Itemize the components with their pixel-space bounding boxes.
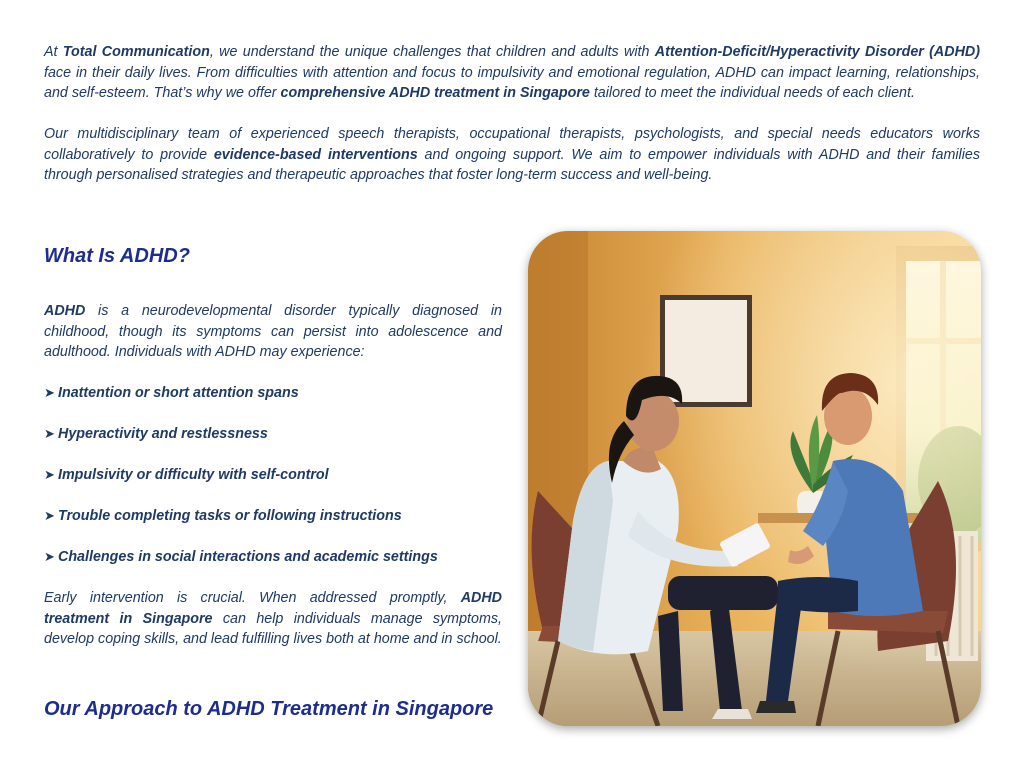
arrow-bullet-icon: ➤ [44, 385, 55, 400]
arrow-bullet-icon: ➤ [44, 467, 55, 482]
bold-text-run: ADHD treatment in Singapore [44, 590, 502, 627]
arrow-bullet-icon: ➤ [44, 426, 55, 441]
bold-text-run: Total Communication [62, 44, 210, 60]
section-heading-our-approach: Our Approach to ADHD Treatment in Singapore [44, 698, 494, 720]
symptom-bullet-text: Inattention or short attention spans [58, 385, 299, 401]
arrow-bullet-icon: ➤ [44, 549, 55, 564]
text-run: tailored to meet the individual needs of each client. [589, 85, 915, 101]
symptom-bullet [44, 424, 502, 445]
arrow-bullet-icon: ➤ [44, 508, 55, 523]
text-run: Our multidisciplinary team of experienced speech therapists, occupational therapists, psychologists, and special needs educators works collaboratively to provide [44, 126, 980, 163]
text-run: Early intervention is crucial. When addressed promptly, [44, 590, 461, 606]
text-run: and ongoing support. We aim to empower individuals with ADHD and their families through personalised strategies and therapeutic approaches that foster long-term success and well-being. [44, 146, 980, 183]
text-run: is a neurodevelopmental disorder typically diagnosed in childhood, though its symptoms can persist into adolescence and adulthood. Individuals with ADHD may experience: [44, 303, 502, 360]
symptom-bullet-text: Hyperactivity and restlessness [58, 426, 268, 442]
intro-paragraph-1 [44, 42, 980, 104]
section-heading-what-is-adhd: What Is ADHD? [44, 245, 190, 267]
symptom-bullet [44, 506, 502, 527]
symptom-bullet [44, 383, 502, 404]
early-intervention-paragraph [44, 588, 502, 650]
symptom-bullet-text: Impulsivity or difficulty with self-control [58, 467, 329, 483]
text-run: face in their daily lives. From difficulties with attention and focus to impulsivity and emotional regulation, ADHD can impact learning, relationships, and self-esteem. That’s why we offer [44, 64, 980, 101]
symptom-bullet [44, 465, 502, 486]
what-is-adhd-body [44, 301, 502, 670]
text-run: can help individuals manage symptoms, develop coping skills, and lead fulfilling lives both at home and in school. [44, 610, 503, 647]
symptom-bullet [44, 547, 502, 568]
bold-text-run: ADHD [44, 303, 86, 319]
bold-text-run: comprehensive ADHD treatment in Singapore [280, 85, 590, 101]
intro-paragraph-2 [44, 124, 980, 186]
adhd-definition-paragraph [44, 301, 502, 363]
text-run: , we understand the unique challenges that children and adults with [209, 44, 655, 60]
therapy-session-photo [528, 231, 981, 726]
text-run: At [44, 44, 63, 60]
bold-text-run: Attention-Deficit/Hyperactivity Disorder (ADHD) [654, 44, 980, 60]
symptom-bullet-text: Trouble completing tasks or following instructions [58, 508, 402, 524]
bold-text-run: evidence-based interventions [213, 146, 418, 163]
symptom-bullet-text: Challenges in social interactions and academic settings [58, 549, 438, 565]
therapy-session-illustration [528, 231, 981, 726]
intro-text [44, 42, 980, 206]
